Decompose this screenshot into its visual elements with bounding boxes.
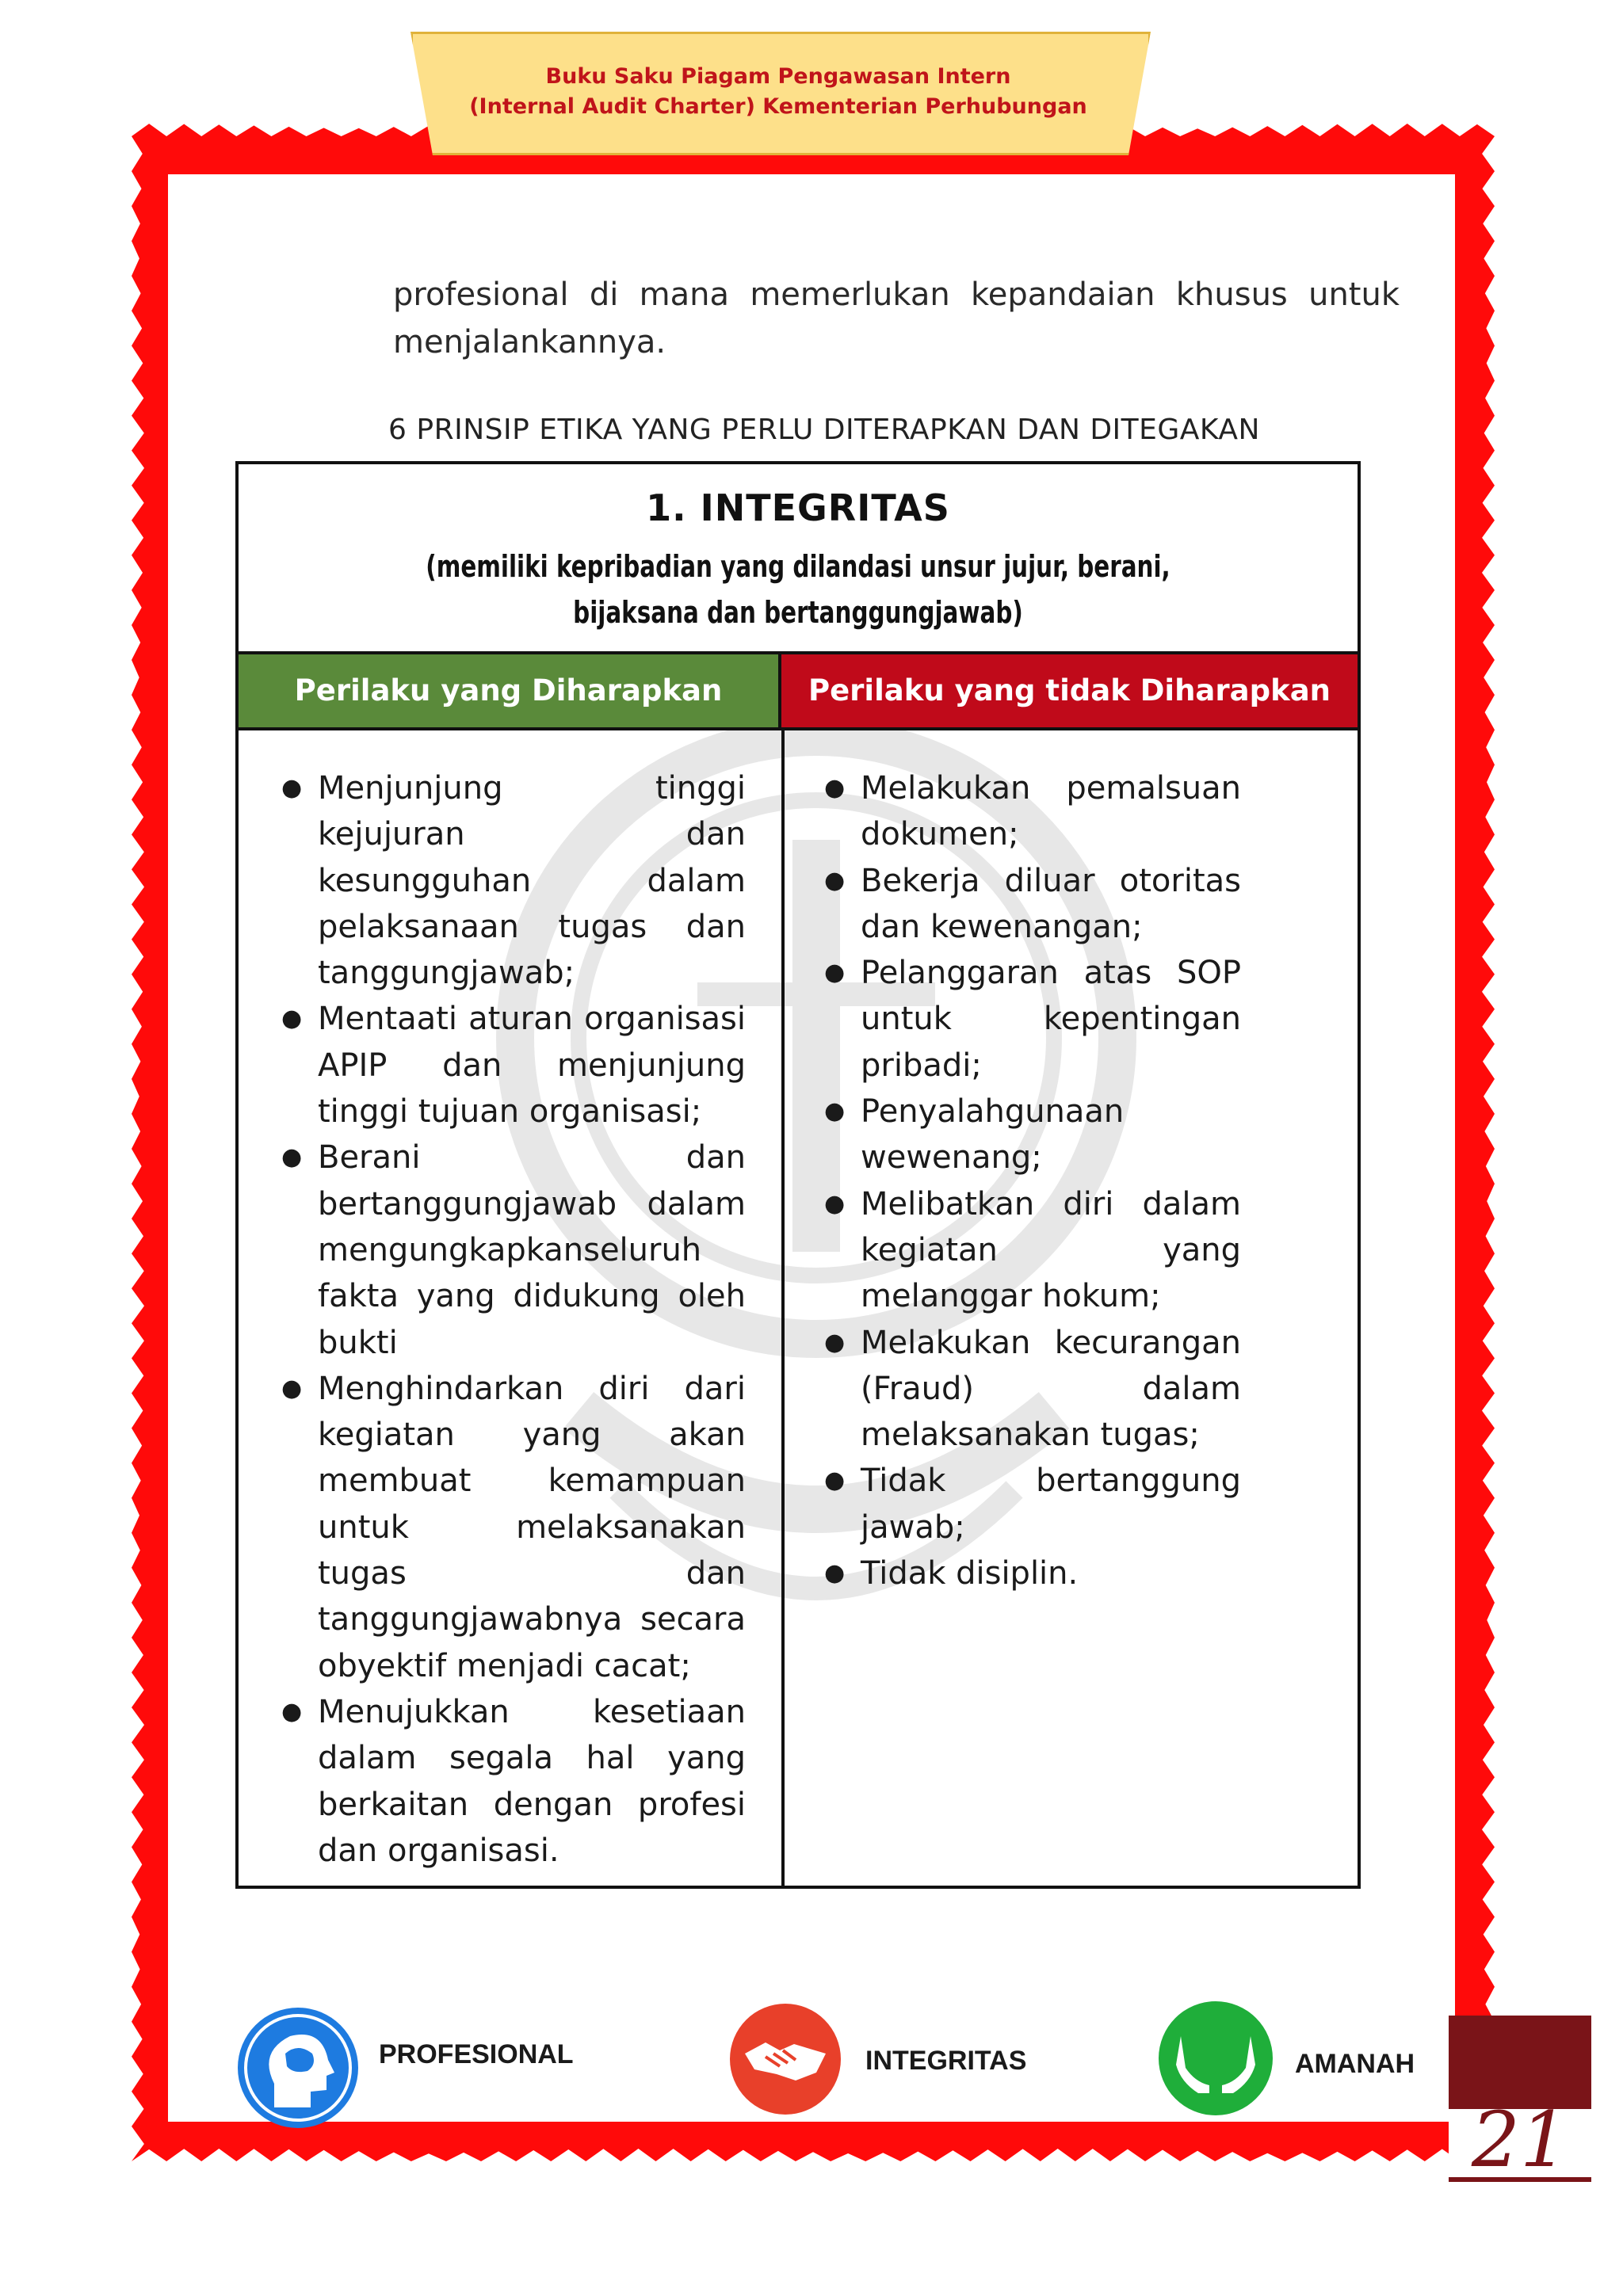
- column-divider: [781, 730, 785, 1886]
- list-item-text: Penyalahgunaan wewenang;: [861, 1093, 1125, 1177]
- unexpected-behavior-list-container: [821, 765, 1241, 1596]
- list-item-text: Tidak disiplin.: [861, 1555, 1079, 1592]
- header-title: [411, 62, 1146, 122]
- unexpected-behavior-item: [821, 1320, 1241, 1459]
- header-line-1: Buku Saku Piagam Pengawasan Intern: [545, 64, 1011, 89]
- section-heading: 6 PRINSIP ETIKA YANG PERLU DITERAPKAN DAN DITEGAKAN: [388, 414, 1260, 446]
- bullet-icon: ●: [824, 1328, 846, 1356]
- value-label-profesional: PROFESIONAL: [379, 2039, 574, 2069]
- unexpected-behavior-item: [821, 1458, 1241, 1550]
- handshake-icon: [727, 2001, 843, 2117]
- expected-behavior-item: [278, 1366, 746, 1689]
- table-title-cell: [239, 464, 1358, 654]
- list-item-text: Melakukan pemalsuan dokumen;: [861, 770, 1241, 853]
- page-number: 21: [1471, 2096, 1569, 2184]
- bullet-icon: ●: [281, 1143, 303, 1172]
- list-item-text: Melibatkan diri dalam kegiatan yang melanggar hokum;: [861, 1185, 1241, 1315]
- list-item-text: Melakukan kecurangan (Fraud) dalam melaksanakan tugas;: [861, 1324, 1241, 1454]
- list-item-text: Pelanggaran atas SOP untuk kepentingan pribadi;: [861, 955, 1241, 1084]
- principle-title: 1. INTEGRITAS: [646, 486, 950, 529]
- list-item-text: Bekerja diluar otoritas dan kewenangan;: [861, 862, 1241, 945]
- list-item-text: Berani dan bertanggungjawab dalam mengungkapkanseluruh fakta yang didukung oleh bukti: [318, 1139, 746, 1361]
- unexpected-behavior-item: [821, 765, 1241, 858]
- list-item-text: Mentaati aturan organisasi APIP dan menjunjung tinggi tujuan organisasi;: [318, 1001, 746, 1131]
- expected-behavior-list: [278, 765, 746, 1874]
- bullet-icon: ●: [824, 1466, 846, 1495]
- value-label-integritas: INTEGRITAS: [865, 2046, 1027, 2076]
- expected-behavior-item: [278, 765, 746, 996]
- expected-behavior-item: [278, 996, 746, 1135]
- list-item-text: Menghindarkan diri dari kegiatan yang akan membuat kemampuan untuk melaksanakan tugas dan tanggungjawabnya secara obyektif menjadi cacat;: [318, 1370, 746, 1684]
- unexpected-behavior-item: [821, 858, 1241, 951]
- unexpected-behavior-item: [821, 950, 1241, 1089]
- bullet-icon: ●: [824, 1559, 846, 1588]
- bullet-icon: ●: [281, 774, 303, 802]
- header-line-2: (Internal Audit Charter) Kementerian Perhubungan: [469, 94, 1087, 119]
- bullet-icon: ●: [281, 1374, 303, 1402]
- bullet-icon: ●: [824, 959, 846, 987]
- unexpected-behavior-header: Perilaku yang tidak Diharapkan: [781, 654, 1358, 730]
- head-profile-icon: [235, 2004, 361, 2131]
- unexpected-behavior-item: [821, 1181, 1241, 1320]
- principle-table: [235, 461, 1361, 1889]
- value-label-amanah: AMANAH: [1295, 2049, 1415, 2079]
- intro-paragraph: profesional di mana memerlukan kepandaian khusus untuk menjalankannya.: [393, 277, 1400, 360]
- unexpected-behavior-item: [821, 1550, 1241, 1596]
- expected-behavior-header: Perilaku yang Diharapkan: [239, 654, 781, 730]
- unexpected-behavior-list: [821, 765, 1241, 1596]
- caring-hands-icon: [1157, 2000, 1274, 2117]
- bullet-icon: ●: [824, 866, 846, 894]
- list-item-text: Menujukkan kesetiaan dalam segala hal yang berkaitan dengan profesi dan organisasi.: [318, 1693, 746, 1869]
- bullet-icon: ●: [824, 1097, 846, 1126]
- bullet-icon: ●: [281, 1697, 303, 1726]
- expected-behavior-list-container: [278, 765, 746, 1874]
- bullet-icon: ●: [824, 1189, 846, 1218]
- bullet-icon: ●: [824, 774, 846, 802]
- expected-behavior-item: [278, 1689, 746, 1874]
- list-item-text: Tidak bertanggung jawab;: [861, 1463, 1241, 1546]
- principle-subtitle: (memiliki kepribadian yang dilandasi unsur jujur, berani, bijaksana dan bertanggungjawab): [426, 549, 1170, 630]
- expected-behavior-item: [278, 1135, 746, 1365]
- list-item-text: Menjunjung tinggi kejujuran dan kesungguhan dalam pelaksanaan tugas dan tanggungjawab;: [318, 770, 746, 992]
- unexpected-behavior-item: [821, 1089, 1241, 1181]
- bullet-icon: ●: [281, 1005, 303, 1033]
